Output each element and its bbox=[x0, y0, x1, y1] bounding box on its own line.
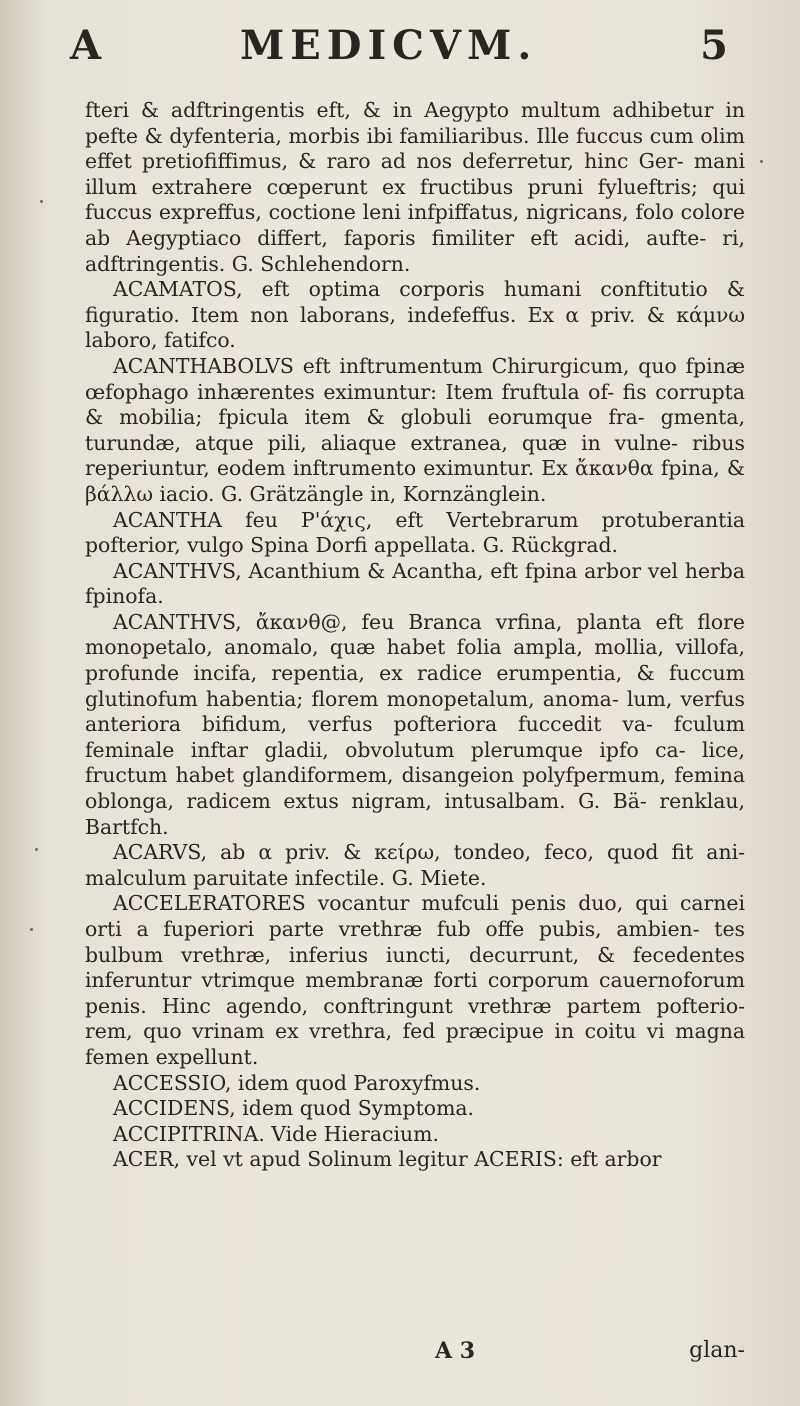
margin-speck bbox=[30, 928, 33, 931]
header-letter: A bbox=[70, 22, 104, 69]
entry-accidens: ACCIDENS, idem quod Symptoma. bbox=[113, 1096, 475, 1121]
entry-accessio: ACCESSIO, idem quod Paroxyfmus. bbox=[113, 1070, 481, 1095]
catchword: glan- bbox=[689, 1338, 745, 1363]
entry-acanthus-2: ACANTHVS, ἄκανθ@, feu Branca vrfina, planta eft flore monopetalo, anomalo, quæ habet folia ampla, mollia, villofa, profunde incifa, repentia, ex radice erumpentia, & fuccum glutinofum habentia; florem monopetalum, anoma- lum, verfus anteriora bifidum, verfus pofteriora fuccedit va- fculum feminale inftar gladii, obvolutum plerumque ipfo ca- lice, fructum habet glandiformem, disangeion polyfpermum, femina oblonga, radicem extus nigram, intusalbam. G. Bä- renklau, Bartfch. bbox=[85, 609, 745, 839]
entry-acceleratores: ACCELERATORES vocantur mufculi penis duo, qui carnei orti a fuperiori parte vrethræ fub offe pubis, ambien- tes bulbum vrethræ, inferius iuncti, decurrunt, & fecedentes inferuntur vtrimque membranæ forti corporum cauernoforum penis. Hinc agendo, conftringunt vrethræ partem pofterio- rem, quo vrinam ex vrethra, fed præcipue in coitu vi magna femen expellunt. bbox=[85, 891, 745, 1069]
entry-prunum-continuation: fteri & adftringentis eft, & in Aegypto multum adhibetur in pefte & dyfenteria, morbis ibi familiaribus. Ille fuccus cum olim effet pretiofiffimus, & raro ad nos deferretur, hinc Ger- mani illum extrahere cœperunt ex fructibus pruni fylueftris; qui fuccus expreffus, coctione leni infpiffatus, nigricans, folo colore ab Aegyptiaco differt, faporis fimiliter eft acidi, aufte- ri, adftringentis. G. Schlehendorn. bbox=[85, 98, 745, 276]
margin-speck bbox=[40, 200, 43, 203]
entry-acarus: ACARVS, ab α priv. & κείρω, tondeo, feco, quod fit ani- malculum paruitate infectile. G. Miete. bbox=[85, 840, 745, 890]
body-text bbox=[85, 98, 745, 1173]
entry-accipitrina: ACCIPITRINA. Vide Hieracium. bbox=[113, 1121, 439, 1146]
signature-mark: A 3 bbox=[435, 1338, 476, 1364]
entry-acer: ACER, vel vt apud Solinum legitur ACERIS: eft arbor bbox=[113, 1147, 662, 1172]
margin-speck bbox=[760, 160, 763, 163]
entry-acanthus-1: ACANTHVS, Acanthium & Acantha, eft fpina arbor vel herba fpinofa. bbox=[85, 558, 745, 609]
entry-acanthabolus: ACANTHABOLVS eft inftrumentum Chirurgicum, quo fpinæ œfophago inhærentes eximuntur: Item fruftula of- fis corrupta & mobilia; fpicula item & globuli eorumque fra- gmenta, turundæ, atque pili, aliaque extranea, quæ in vulne- ribus reperiuntur, eodem inftrumento eximuntur. Ex ἄκανθα fpina, & βάλλω iacio. G. Grätzängle in, Kornzänglein. bbox=[85, 353, 745, 506]
entry-acamatos: ACAMATOS, eft optima corporis humani conftitutio & figuratio. Item non laborans, indefeffus. Ex α priv. & κάμνω laboro, fatifco. bbox=[85, 277, 745, 353]
page-footer bbox=[85, 1338, 745, 1368]
entry-acantha: ACANTHA feu P'άχις, eft Vertebrarum protuberantia pofterior, vulgo Spina Dorfi appellata. G. Rückgrad. bbox=[85, 507, 745, 558]
margin-speck bbox=[35, 848, 38, 851]
header-title: MEDICVM. bbox=[240, 22, 538, 69]
running-header bbox=[60, 22, 760, 72]
page-number: 5 bbox=[700, 22, 730, 69]
